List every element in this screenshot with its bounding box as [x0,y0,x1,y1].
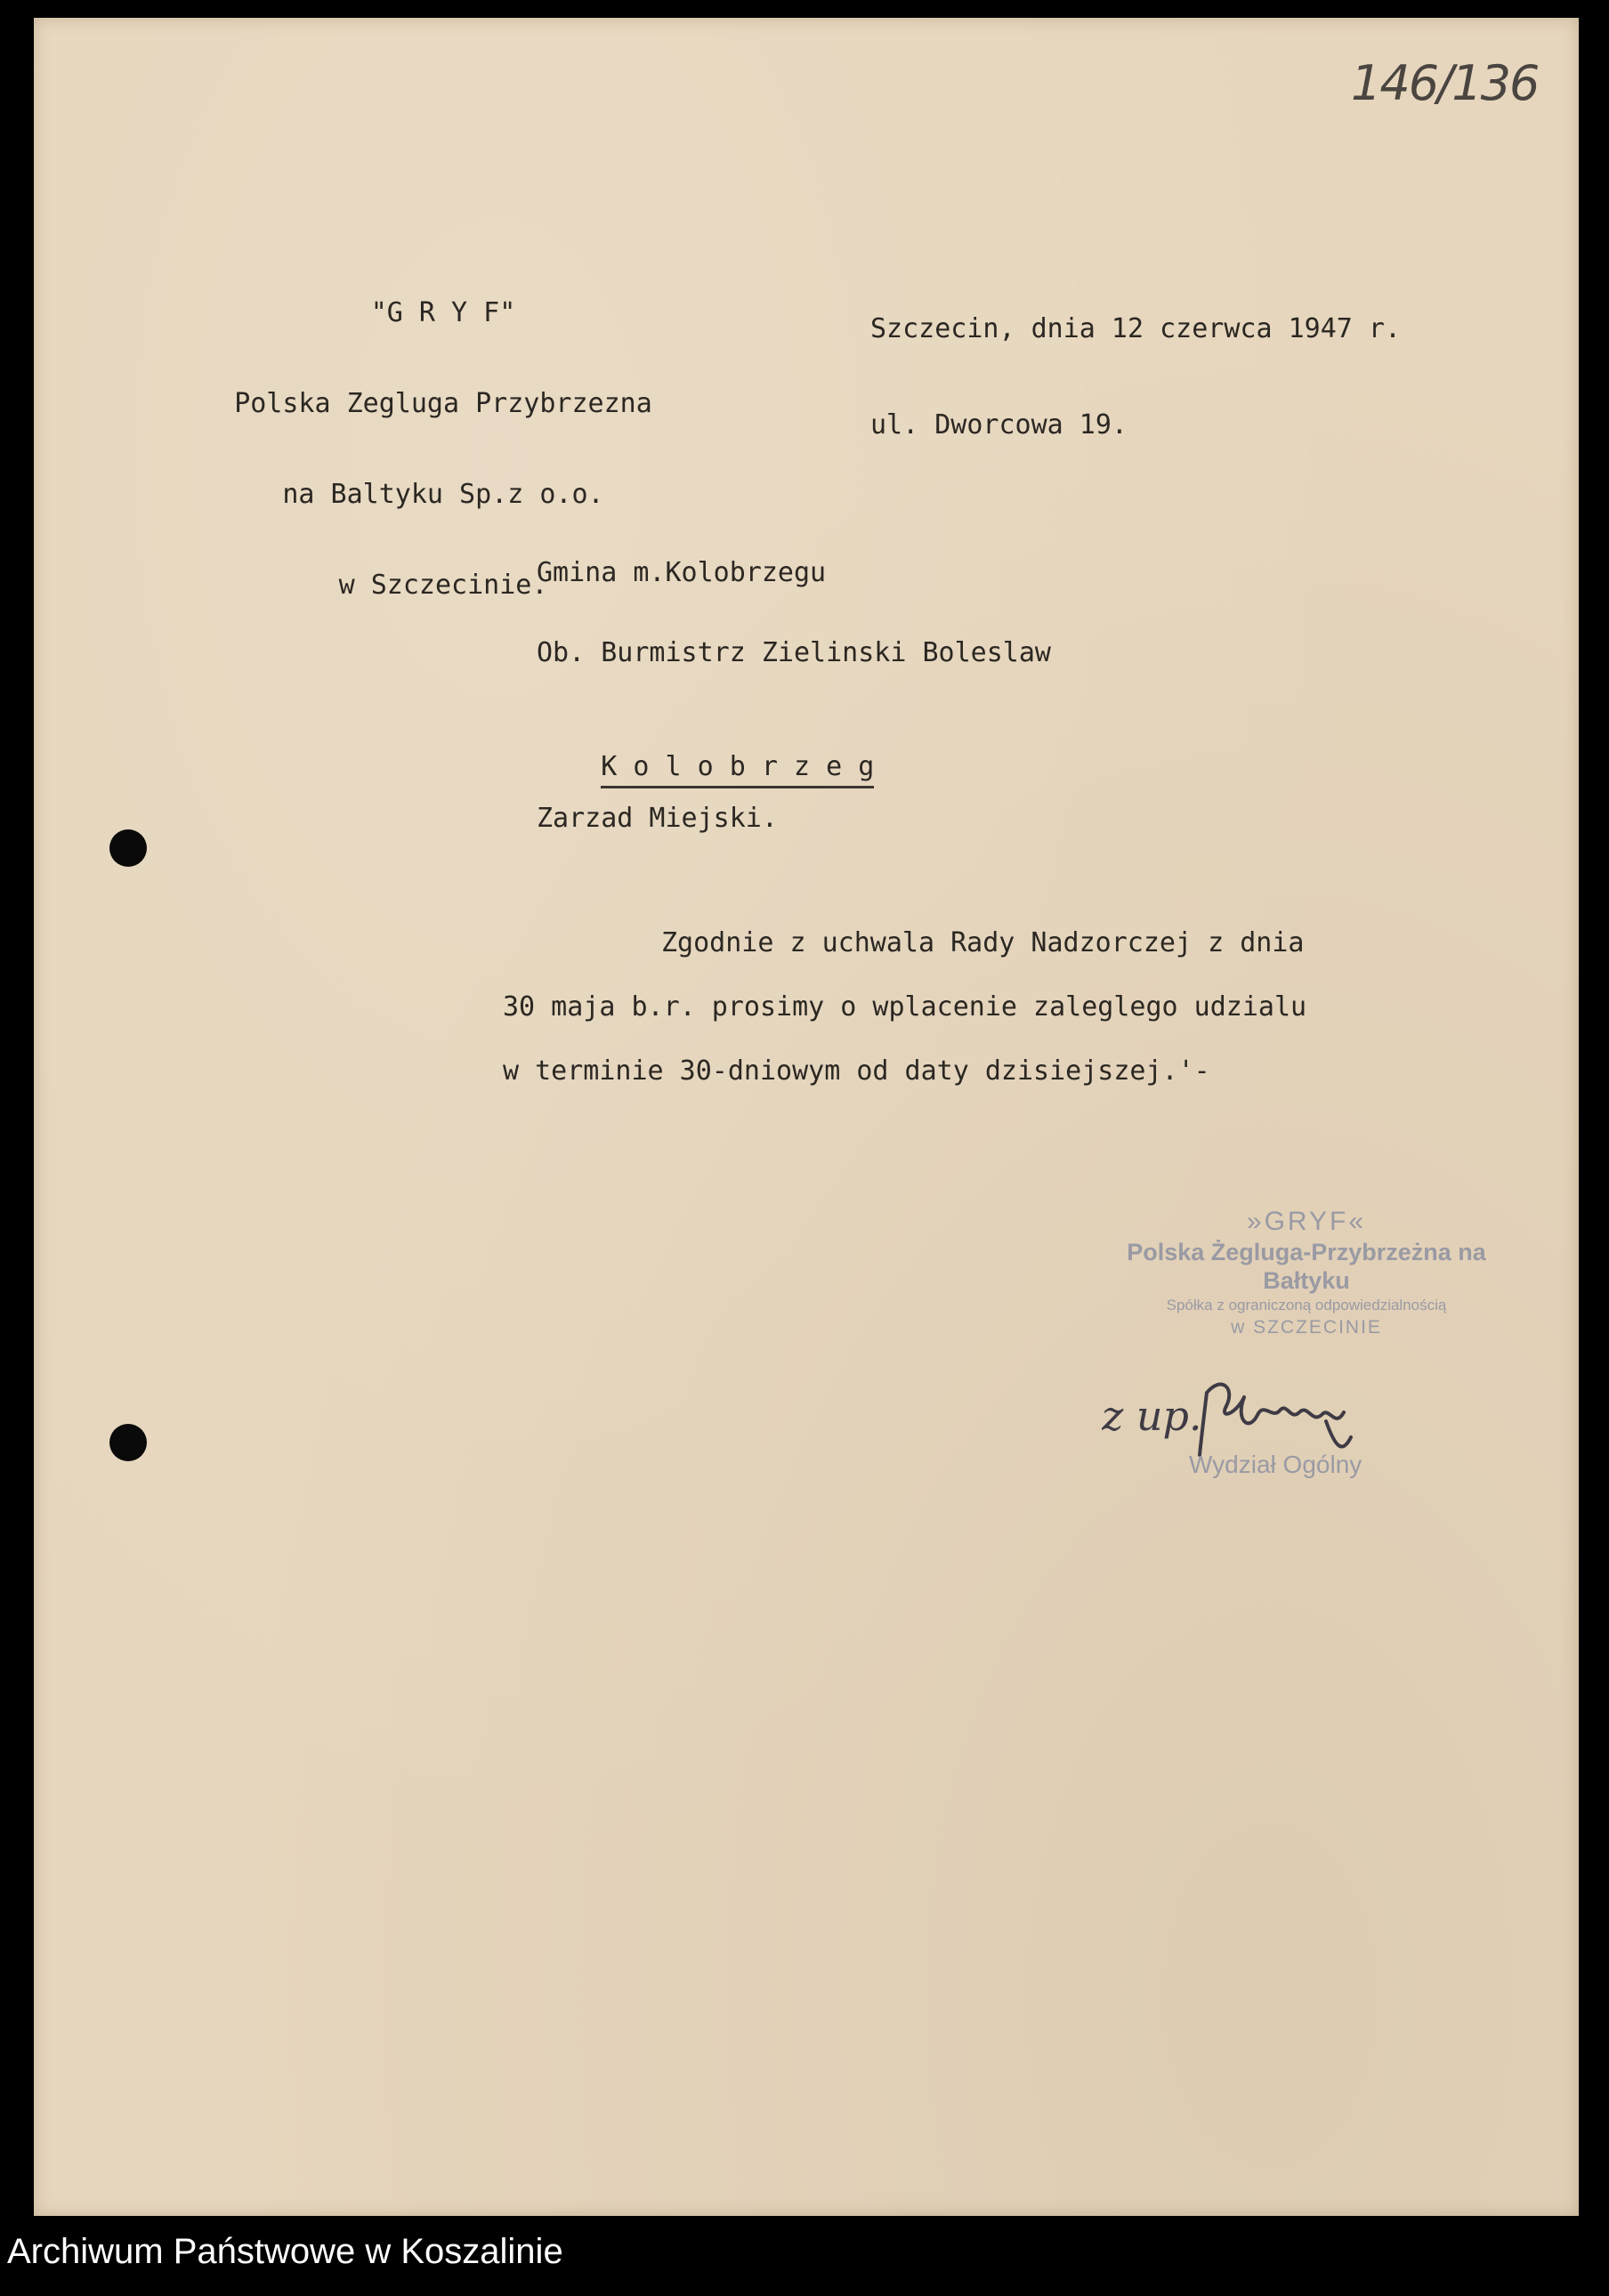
sender-line-3: na Baltyku Sp.z o.o. [282,479,604,510]
archive-number: 146/136 [1351,55,1539,111]
punch-hole-lower [109,1424,147,1461]
signature-prefix: z up. [1102,1392,1202,1440]
sender-block [34,238,853,661]
place-date: Szczecin, dnia 12 czerwca 1947 r. [870,313,1402,344]
recipient-line-2: Ob. Burmistrz Zielinski Boleslaw [537,637,1051,668]
sender-line-2: Polska Zegluga Przybrzezna [234,388,652,419]
department-stamp: Wydział Ogólny [1189,1451,1362,1478]
street-address: ul. Dworcowa 19. [870,409,1128,441]
recipient-city-text: K o l o b r z e g [601,751,874,788]
signature-drawing [1102,1366,1387,1464]
stamp-line-4: w SZCZECINIE [1231,1317,1382,1338]
company-stamp [1084,1206,1529,1339]
body-line-2: 30 maja b.r. prosimy o wplacenie zaleglego udzialu [503,991,1307,1023]
recipient-line-1: Gmina m.Kolobrzegu [537,557,827,588]
recipient-city [537,722,874,812]
punch-hole-upper [109,829,147,867]
body-line-3: w terminie 30-dniowym od daty dzisiejszej.'- [503,1055,1210,1087]
date-block [870,254,1401,506]
archive-name: Archiwum Państwowe w Koszalinie [7,2232,563,2271]
sender-line-4: w Szczecinie. [338,570,548,601]
document-page [34,18,1579,2216]
recipient-line-4: Zarzad Miejski. [537,803,778,834]
stamp-line-1: »GRYF« [1246,1207,1367,1236]
footer-bar [0,2216,1609,2296]
body-line-1: Zgodnie z uchwala Rady Nadzorczej z dnia [661,927,1305,958]
sender-name: "G R Y F" [370,297,516,328]
stamp-line-3: Spółka z ograniczoną odpowiedzialnością [1166,1297,1447,1314]
stamp-line-2: Polska Żegluga-Przybrzeżna na Bałtyku [1127,1239,1486,1294]
